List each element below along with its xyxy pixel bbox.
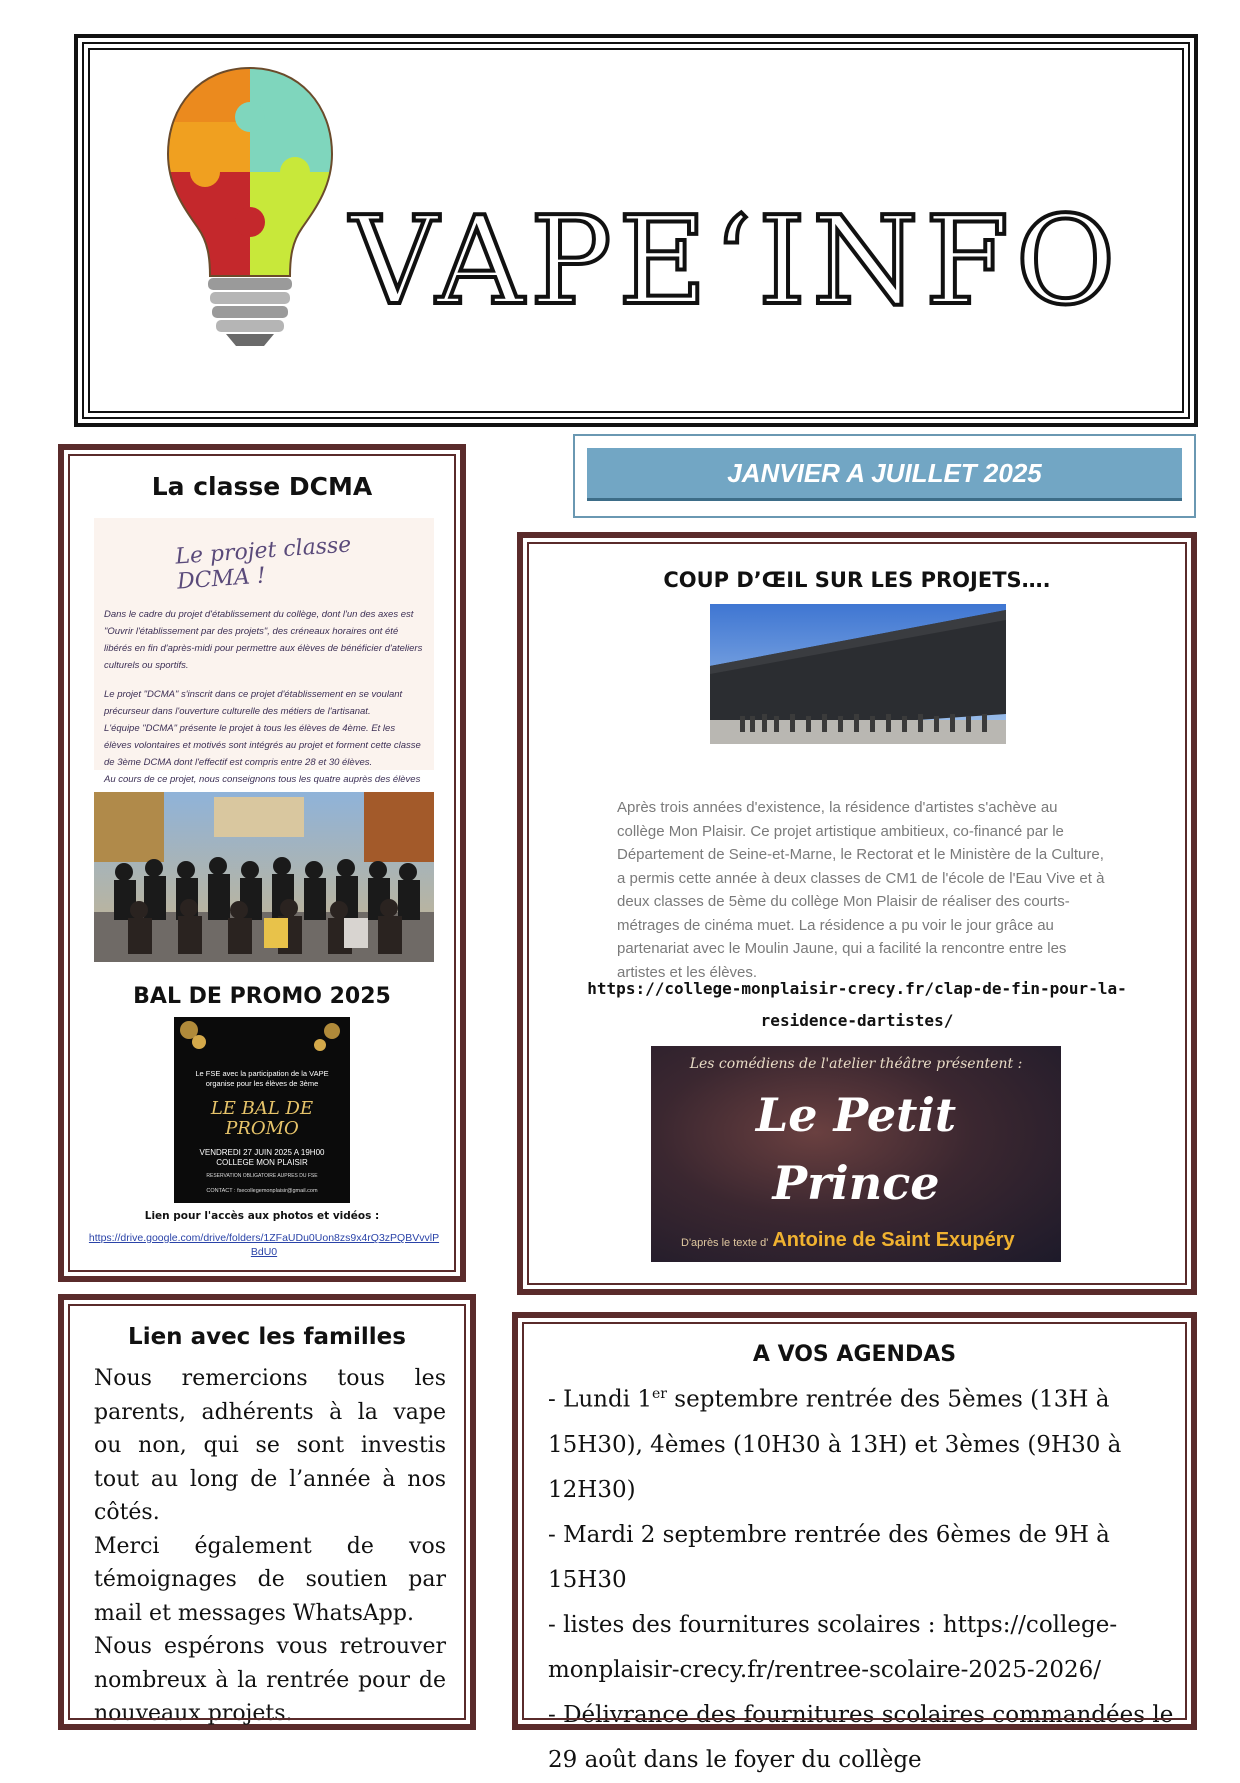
- families-text: [94, 1362, 446, 1731]
- bal-poster-date: VENDREDI 27 JUIN 2025 A 19H00: [199, 1148, 325, 1157]
- agenda-item: - listes des fournitures scolaires : https://college-monplaisir-crecy.fr/rentree-scolaire-2025-2026/: [548, 1611, 1118, 1683]
- agenda-item: - Délivrance des fournitures scolaires commandées le 29 août dans le foyer du collège: [548, 1701, 1174, 1773]
- bal-poster: [174, 1017, 350, 1203]
- dcma-class-photo: [94, 792, 434, 962]
- bal-drive-link[interactable]: https://drive.google.com/drive/folders/1ZFaUDu0Uon8zs9x4rQ3zPQBVvvlPBdU0: [88, 1232, 440, 1258]
- agenda-item-1-sup: er: [652, 1386, 667, 1402]
- petit-prince-poster: [651, 1046, 1061, 1262]
- dcma-card-paragraph: Au cours de ce projet, nous conseignons tous les quatre auprès des élèves: [104, 774, 421, 785]
- dcma-card-title: Le projet classe DCMA !: [174, 532, 353, 595]
- dcma-title: La classe DCMA: [151, 472, 373, 501]
- bal-poster-place: COLLEGE MON PLAISIR: [216, 1158, 308, 1167]
- petit-prince-credit-prefix: D'après le texte d': [681, 1237, 769, 1249]
- puzzle-lightbulb-icon: [160, 62, 340, 352]
- residence-link-line1[interactable]: https://college-monplaisir-crecy.fr/clap-de-fin-pour-la-: [587, 979, 1127, 998]
- families-box: [58, 1294, 476, 1730]
- dcma-card-paragraph: Dans le cadre du projet d'établissement du collège, dont l'un des axes est "Ouvrir l'établissement par des projets", des créneaux horaires ont été libérés en fin d'après-midi pour permettre aux élèves de bénéficier d'ateliers culturels ou sportifs.: [104, 609, 423, 671]
- bal-poster-script: LE BAL DE: [210, 1098, 314, 1119]
- agenda-item-1-start: - Lundi 1: [548, 1386, 653, 1413]
- agenda-title: A VOS AGENDAS: [752, 1342, 957, 1367]
- families-paragraph: Merci également de vos témoignages de soutien par mail et messages WhatsApp.: [94, 1533, 446, 1626]
- dcma-card-paragraph: Le projet "DCMA" s'inscrit dans ce projet d'établissement en se voulant précurseur dans l'ouverture culturelle des métiers de l'artisanat.: [104, 689, 403, 717]
- dcma-box: [58, 444, 466, 1282]
- dcma-card-paragraph: L'équipe "DCMA" présente le projet à tous les élèves de 4ème. Et les élèves volontaires et motivés sont intégrés au projet et forment cette classe de 3ème DCMA dont l'effectif est compris entre 28 et 30 élèves.: [104, 723, 421, 768]
- masthead-title: VAPE‘INFO: [350, 190, 1122, 332]
- bal-poster-reservation: RESERVATION OBLIGATOIRE AUPRES DU FSE: [206, 1173, 318, 1179]
- families-paragraph: Nous espérons vous retrouver nombreux à la rentrée pour de nouveaux projets.: [94, 1634, 446, 1726]
- bal-poster-script: PROMO: [225, 1118, 299, 1139]
- agenda-item: [548, 1372, 1178, 1513]
- gold-balloon-icon: [192, 1035, 206, 1049]
- petit-prince-title-1: Le Petit: [755, 1088, 957, 1142]
- projects-paragraph: Après trois années d'existence, la résidence d'artistes s'achève au collège Mon Plaisir. Ce projet artistique ambitieux, co-financé par le Département de Seine-et-Marne, le Rectorat et le Ministère de la Culture, a permis cette année à deux classes de CM1 de l'école de l'Eau Vive et à deux classes de 5ème du collège Mon Plaisir de réaliser des courts-métrages de cinéma muet. La résidence a pu voir le jour grâce au partenariat avec le Moulin Jaune, qui a facilité la rencontre entre les artistes et les élèves.: [617, 799, 1105, 981]
- gold-balloon-icon: [324, 1023, 340, 1039]
- petit-prince-credit: [681, 1229, 1061, 1252]
- petit-prince-title-2: Prince: [772, 1156, 940, 1210]
- bal-title: BAL DE PROMO 2025: [133, 984, 391, 1009]
- agenda-item: - Mardi 2 septembre rentrée des 6èmes de 9H à 15H30: [548, 1521, 1110, 1593]
- families-title: Lien avec les familles: [128, 1324, 406, 1350]
- petit-prince-credit-author: Antoine de Saint Exupéry: [772, 1229, 1015, 1251]
- agenda-list: [548, 1372, 1178, 1783]
- bal-poster-contact: CONTACT : fsecollegemonplaisir@gmail.com: [206, 1188, 318, 1194]
- dcma-project-card: [94, 518, 434, 785]
- gold-balloon-icon: [314, 1039, 326, 1051]
- residence-link[interactable]: [543, 973, 1171, 1037]
- residence-link-line2[interactable]: residence-dartistes/: [760, 1011, 954, 1030]
- date-banner: JANVIER A JUILLET 2025: [587, 448, 1182, 501]
- projects-box: [517, 532, 1197, 1295]
- agenda-item-1-end: septembre rentrée des 5èmes (13H à 15H30), 4èmes (10H30 à 13H) et 3èmes (9H30 à 12H30): [548, 1386, 1122, 1503]
- bal-link-label: Lien pour l'accès aux photos et vidéos :: [144, 1210, 380, 1222]
- projects-title: COUP D’ŒIL SUR LES PROJETS….: [663, 568, 1051, 592]
- bal-poster-intro: Le FSE avec la participation de la VAPE organise pour les élèves de 3ème: [195, 1069, 329, 1088]
- petit-prince-intro: Les comédiens de l'atelier théâtre présentent :: [689, 1056, 1023, 1072]
- families-paragraph: Nous remercions tous les parents, adhérents à la vape ou non, qui se sont investis tout au long de l’année à nos côtés.: [94, 1366, 446, 1525]
- agenda-box: [512, 1312, 1197, 1773]
- residence-building-photo: [710, 604, 1006, 744]
